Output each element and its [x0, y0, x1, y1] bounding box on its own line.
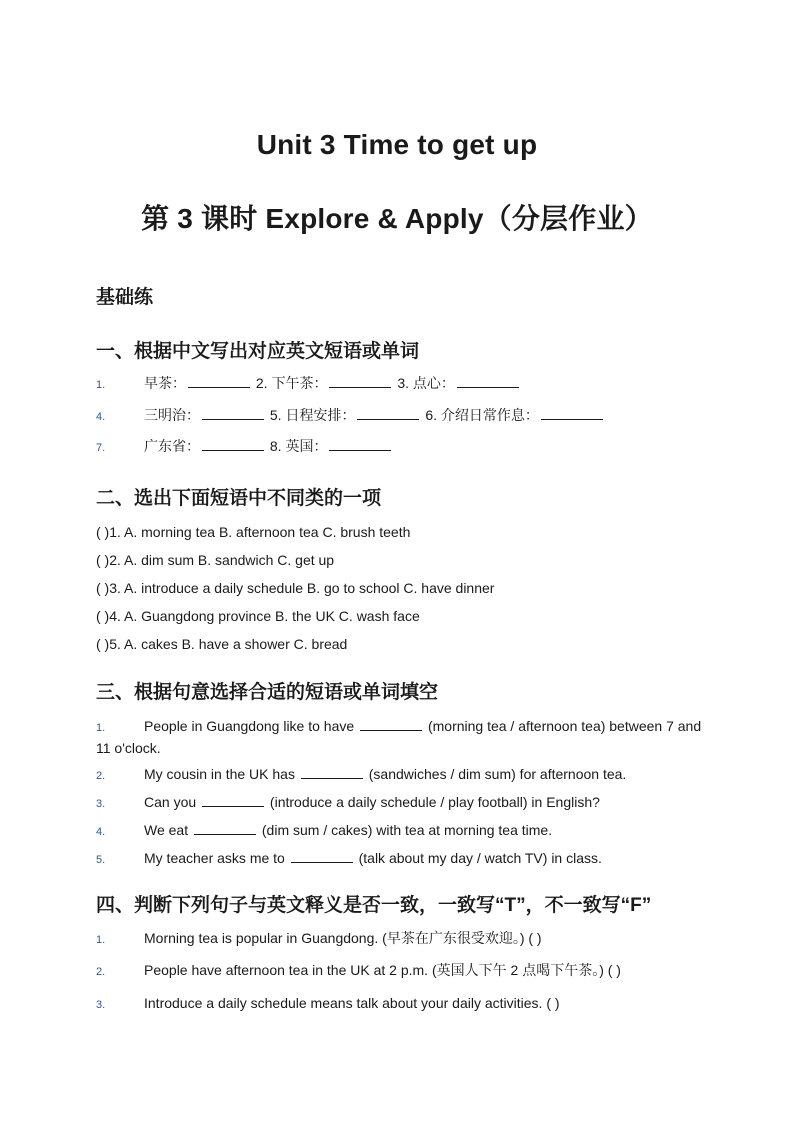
list-item	[96, 764, 706, 786]
list-item	[96, 716, 706, 758]
item-text: My cousin in the UK has	[144, 766, 295, 782]
section3-heading: 三、根据句意选择合适的短语或单词填空	[96, 682, 439, 703]
list-item	[96, 405, 706, 427]
item-text: (talk about my day / watch TV) in class.	[354, 850, 602, 866]
list-item	[96, 792, 706, 814]
item-text: (sandwiches / dim sum) for afternoon tea.	[364, 766, 627, 782]
list-item: ( )4. A. Guangdong province B. the UK C. wash face	[96, 608, 420, 624]
level-heading: 基础练	[96, 287, 154, 308]
list-item	[96, 993, 706, 1015]
answer-blank[interactable]	[202, 407, 264, 420]
answer-blank[interactable]	[202, 438, 264, 451]
list-item: ( )2. A. dim sum B. sandwich C. get up	[96, 552, 335, 568]
item-number: 1.	[96, 722, 106, 734]
section2-heading: 二、选出下面短语中不同类的一项	[96, 488, 382, 509]
section4-heading: 四、判断下列句子与英文释义是否一致，一致写“T”，不一致写“F”	[96, 895, 652, 916]
list-item: ( )3. A. introduce a daily schedule B. go to school C. have dinner	[96, 580, 495, 596]
item-text: 广东省：	[144, 438, 200, 454]
item-number: 5.	[96, 854, 106, 866]
item-number: 2.	[96, 770, 106, 782]
list-item	[96, 436, 706, 458]
item-text: 早茶：	[144, 375, 186, 391]
answer-blank[interactable]	[188, 375, 250, 388]
item-number: 7.	[96, 442, 106, 454]
item-text: Morning tea is popular in Guangdong. (早茶在广东很受欢迎。) ( )	[144, 930, 542, 946]
item-text: My teacher asks me to	[144, 850, 285, 866]
list-item	[96, 820, 706, 842]
answer-blank[interactable]	[360, 718, 422, 731]
list-item	[96, 928, 706, 950]
answer-blank[interactable]	[291, 850, 353, 863]
answer-blank[interactable]	[301, 766, 363, 779]
answer-blank[interactable]	[541, 407, 603, 420]
item-text: (dim sum / cakes) with tea at morning tea time.	[258, 822, 553, 838]
list-item	[96, 848, 706, 870]
list-item: ( )5. A. cakes B. have a shower C. bread	[96, 636, 348, 652]
item-text: 3. 点心：	[393, 375, 455, 391]
page-title: Unit 3 Time to get up	[256, 129, 538, 160]
item-number: 3.	[96, 999, 106, 1011]
item-number: 4.	[96, 411, 106, 423]
item-text: 5. 日程安排：	[266, 407, 356, 423]
item-text: Can you	[144, 794, 197, 810]
section1-heading: 一、根据中文写出对应英文短语或单词	[96, 341, 420, 362]
answer-blank[interactable]	[202, 794, 264, 807]
item-number: 3.	[96, 798, 106, 810]
item-text: 8. 英国：	[266, 438, 328, 454]
item-text: People in Guangdong like to have	[144, 718, 355, 734]
item-text: People have afternoon tea in the UK at 2 p.m. (英国人下午 2 点喝下午茶。) ( )	[144, 962, 621, 978]
list-item: ( )1. A. morning tea B. afternoon tea C. brush teeth	[96, 524, 411, 540]
item-text: We eat	[144, 822, 189, 838]
item-text: (morning tea / afternoon tea) between 7 and 11 o'clock.	[96, 718, 702, 756]
answer-blank[interactable]	[457, 375, 519, 388]
item-number: 1.	[96, 379, 106, 391]
list-item	[96, 960, 706, 982]
answer-blank[interactable]	[357, 407, 419, 420]
item-text: 6. 介绍日常作息：	[421, 407, 539, 423]
item-number: 2.	[96, 966, 106, 978]
page-subtitle: 第 3 课时 Explore & Apply（分层作业）	[141, 203, 653, 234]
item-text: Introduce a daily schedule means talk about your daily activities. ( )	[144, 995, 560, 1011]
item-number: 1.	[96, 934, 106, 946]
item-text: (introduce a daily schedule / play football) in English?	[266, 794, 600, 810]
answer-blank[interactable]	[329, 438, 391, 451]
item-text: 三明治：	[144, 407, 200, 423]
item-text: 2. 下午茶：	[252, 375, 328, 391]
answer-blank[interactable]	[194, 822, 256, 835]
list-item	[96, 373, 706, 395]
answer-blank[interactable]	[329, 375, 391, 388]
item-number: 4.	[96, 826, 106, 838]
